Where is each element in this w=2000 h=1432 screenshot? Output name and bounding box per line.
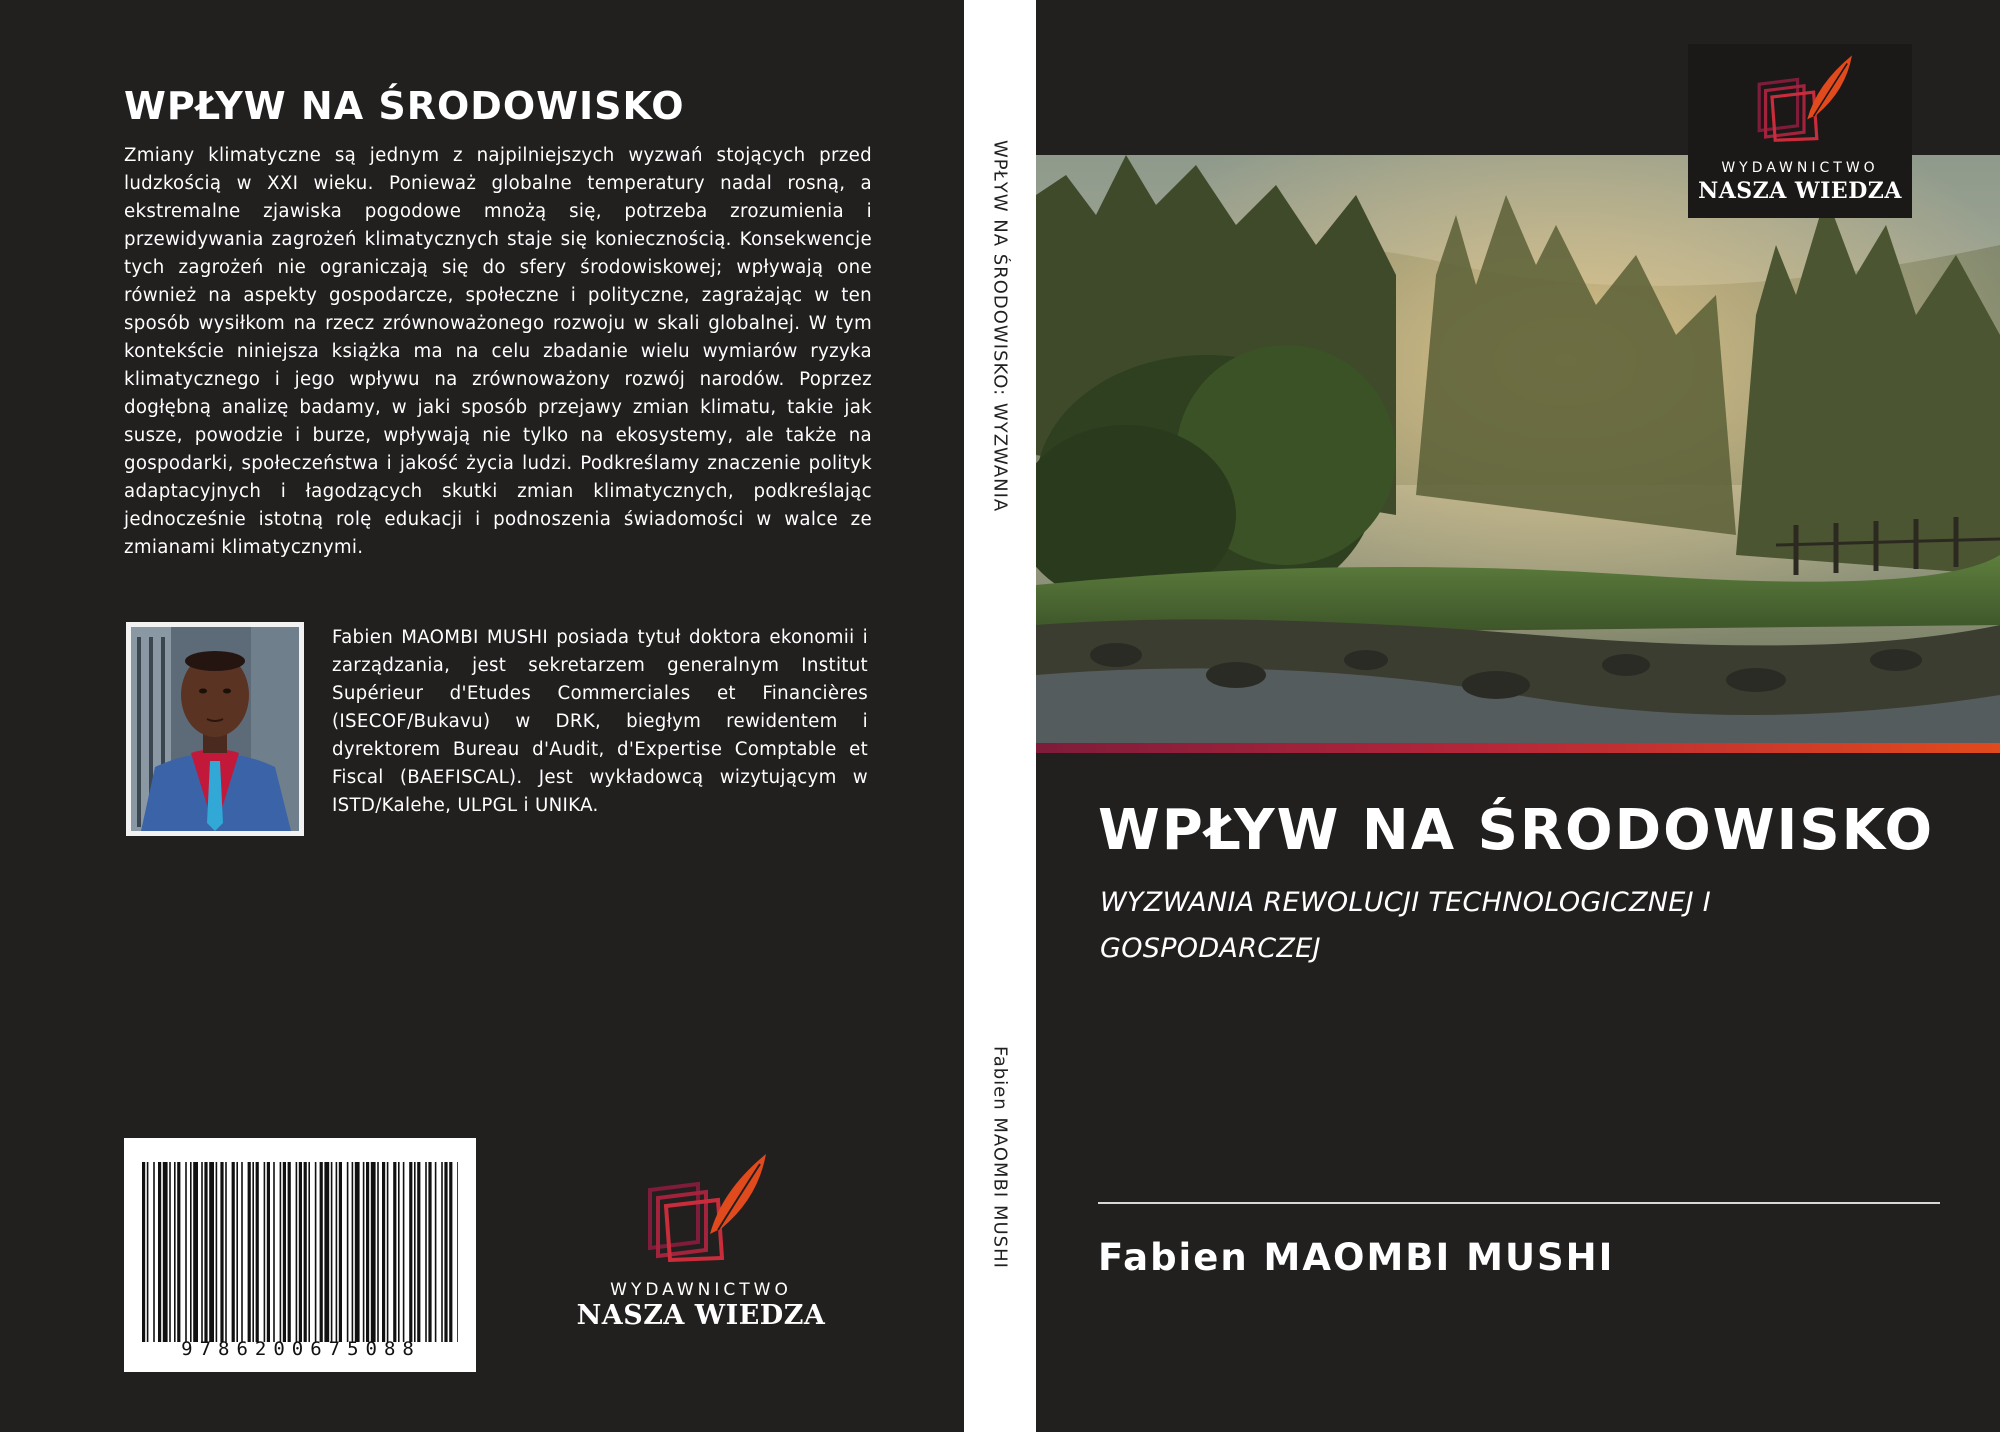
barcode-bar — [366, 1162, 369, 1342]
barcode-bar — [331, 1162, 333, 1342]
front-cover-author: Fabien MAOMBI MUSHI — [1098, 1236, 1615, 1279]
book-feather-icon — [626, 1150, 776, 1262]
barcode-bar — [315, 1162, 317, 1342]
barcode-bar — [363, 1162, 365, 1342]
barcode-bar — [185, 1162, 187, 1342]
publisher-logo-back — [574, 1148, 828, 1331]
barcode-bar — [435, 1162, 437, 1342]
front-cover-title: WPŁYW NA ŚRODOWISKO — [1098, 798, 1935, 863]
spine-title: WPŁYW NA ŚRODOWISKO: WYZWANIA — [989, 140, 1011, 513]
barcode-bar — [193, 1162, 198, 1342]
book-feather-icon — [1740, 52, 1860, 142]
publisher-logo-front — [1688, 44, 1912, 218]
spine-author: Fabien MAOMBI MUSHI — [989, 1046, 1011, 1269]
barcode-bar — [174, 1162, 176, 1342]
barcode-bar — [225, 1162, 227, 1342]
barcode-bar — [273, 1162, 275, 1342]
barcode-bar — [352, 1162, 354, 1342]
barcode-bar — [308, 1162, 310, 1342]
barcode-bar — [355, 1162, 360, 1342]
barcode-bar — [377, 1162, 379, 1342]
barcode-bar — [457, 1162, 458, 1342]
barcode-bar — [296, 1162, 298, 1342]
front-cover-subtitle: WYZWANIA REWOLUCJI TECHNOLOGICZNEJ I GOSPODARCZEJ — [1100, 887, 1712, 964]
barcode-bars — [142, 1162, 458, 1342]
barcode-bar — [190, 1162, 192, 1342]
barcode-bar — [304, 1162, 307, 1342]
publisher-line2: NASZA WIEDZA — [576, 1300, 826, 1331]
barcode-bar — [441, 1162, 443, 1342]
barcode-bar — [393, 1162, 396, 1342]
accent-line — [1036, 743, 2000, 753]
barcode-bar — [387, 1162, 389, 1342]
barcode-bar — [288, 1162, 291, 1342]
back-cover-blurb: Zmiany klimatyczne są jednym z najpilniejszych wyzwań stojących przed ludzkością w XXI wieku. Ponieważ globalne temperatury nadal rosną, a ekstremalne zjawiska pogodowe mnożą się, potrzeba zrozumienia i przewidywania zagrożeń klimatycznych staje się koniecznością. Konsekwencje tych zagrożeń nie ograniczają się do sfery środowiskowej; wpływają one również na aspekty gospodarcze, społeczne i polityczne, zagrażając w ten sposób wysiłkom na rzecz zrównoważonego rozwoju w skali globalnej. W tym kontekście niniejsza książka ma na celu zbadanie wielu wymiarów ryzyka klimatycznego i jego wpływu na zrównoważony rozwój narodów. Poprzez dogłębną analizę badamy, w jaki sposób przejawy zmian klimatu, takie jak susze, powodzie i burze, wpływają nie tylko na ekosystemy, ale także na gospodarki, społeczeństwa i jakość życia ludzi. Podkreślamy znaczenie polityk adaptacyjnych i łagodzących skutki zmian klimatycznych, podkreślając jednocześnie istotną rolę edukacji i podnoszenia świadomości w walce ze zmianami klimatycznymi. — [124, 145, 872, 558]
barcode-bar — [409, 1162, 412, 1342]
barcode-bar — [241, 1162, 243, 1342]
barcode-bar — [371, 1162, 376, 1342]
publisher-line1: WYDAWNICTWO — [610, 1280, 792, 1300]
barcode-bar — [449, 1162, 452, 1342]
barcode-bar — [280, 1162, 282, 1342]
publisher-line1: WYDAWNICTWO — [1721, 160, 1879, 176]
barcode-bar — [264, 1162, 266, 1342]
barcode-bar — [425, 1162, 427, 1342]
barcode-bar — [320, 1162, 323, 1342]
barcode-bar — [339, 1162, 342, 1342]
barcode-bar — [403, 1162, 405, 1342]
barcode-bar — [252, 1162, 254, 1342]
barcode-bar — [428, 1162, 431, 1342]
barcode-bar — [398, 1162, 400, 1342]
barcode-bar — [299, 1162, 302, 1342]
barcode-bar — [201, 1162, 203, 1342]
isbn-number: 9786200675088 — [181, 1338, 421, 1360]
barcode-bar — [209, 1162, 214, 1342]
barcode-bar — [236, 1162, 238, 1342]
barcode-bar — [232, 1162, 235, 1342]
barcode-bar — [169, 1162, 171, 1342]
barcode-bar — [153, 1162, 155, 1342]
divider-rule — [1098, 1202, 1940, 1204]
back-cover-title: WPŁYW NA ŚRODOWISKO — [124, 84, 685, 128]
author-bio: Fabien MAOMBI MUSHI posiada tytuł doktora ekonomii i zarządzania, jest sekretarzem generalnym Institut Supérieur d'Etudes Commerciales et Financières (ISECOF/Bukavu) w DRK, biegłym rewidentem i dyrektorem Bureau d'Audit, d'Expertise Comptable et Fiscal (BAEFISCAL). Jest wykładowcą wizytującym w ISTD/Kalehe, ULPGL i UNIKA. — [332, 627, 868, 816]
barcode-bar — [216, 1162, 218, 1342]
barcode-bar — [142, 1162, 145, 1342]
barcode-bar — [163, 1162, 168, 1342]
barcode-bar — [248, 1162, 251, 1342]
barcode-bar — [177, 1162, 180, 1342]
barcode-bar — [256, 1162, 259, 1342]
barcode-bar — [158, 1162, 161, 1342]
barcode-bar — [347, 1162, 349, 1342]
barcode-bar — [147, 1162, 149, 1342]
barcode-bar — [336, 1162, 338, 1342]
barcode-bar — [204, 1162, 207, 1342]
barcode-bar — [324, 1162, 329, 1342]
publisher-line2: NASZA WIEDZA — [1698, 178, 1902, 204]
author-photo — [126, 622, 304, 836]
barcode-bar — [267, 1162, 270, 1342]
barcode-bar — [414, 1162, 416, 1342]
barcode-bar — [417, 1162, 420, 1342]
barcode — [124, 1138, 476, 1372]
barcode-bar — [444, 1162, 447, 1342]
forest-landscape-photo — [1036, 155, 2000, 743]
barcode-bar — [382, 1162, 385, 1342]
barcode-bar — [220, 1162, 223, 1342]
barcode-bar — [283, 1162, 286, 1342]
